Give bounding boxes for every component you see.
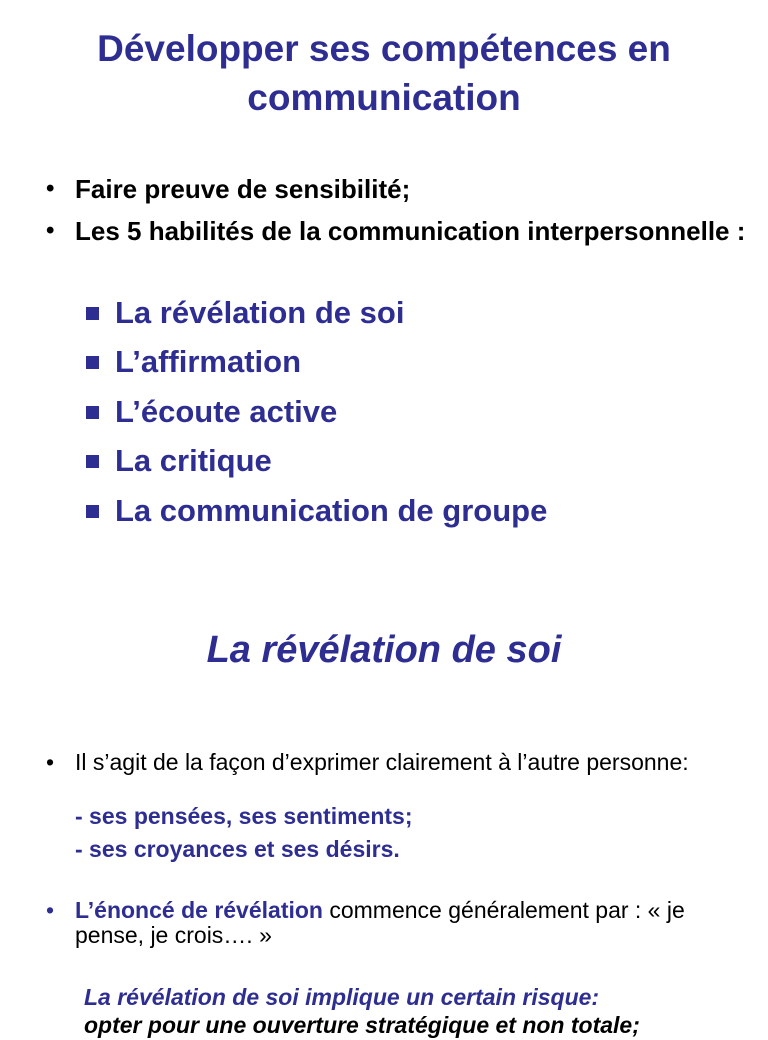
slide-title: Développer ses compétences en communication	[97, 28, 671, 118]
bullet-dot: •	[46, 175, 55, 202]
risk-note-continuation: opter pour une ouverture stratégique et non totale;	[84, 1012, 640, 1038]
bullet-text: Faire preuve de sensibilité;	[75, 174, 411, 204]
skill-item-revelation	[86, 294, 404, 332]
highlight-enonce: L’énoncé de révélation	[75, 897, 323, 923]
dash-item-pensees: - ses pensées, ses sentiments;	[75, 803, 413, 829]
square-bullet-icon	[86, 307, 99, 320]
bullet-text	[75, 898, 735, 948]
skill-item-affirmation	[86, 343, 301, 381]
skill-label: L’écoute active	[115, 394, 338, 429]
bullet-text: Il s’agit de la façon d’exprimer clairement à l’autre personne:	[75, 749, 689, 775]
skill-label: La révélation de soi	[115, 295, 405, 330]
section-title: La révélation de soi	[206, 629, 562, 671]
square-bullet-icon	[86, 505, 99, 518]
bullet-dot: •	[46, 897, 55, 923]
skill-item-ecoute	[86, 393, 337, 431]
skill-label: L’affirmation	[115, 344, 302, 379]
skill-item-critique	[86, 442, 272, 480]
square-bullet-icon	[86, 455, 99, 468]
bullet-dot: •	[46, 217, 55, 244]
risk-note: La révélation de soi implique un certain risque:	[84, 984, 600, 1010]
enonce-rest: commence généralement par : « je pense, je crois…. »	[75, 897, 685, 948]
bullet-dot: •	[46, 749, 55, 775]
dash-item-croyances: - ses croyances et ses désirs.	[75, 836, 400, 862]
square-bullet-icon	[86, 406, 99, 419]
skill-item-groupe	[86, 492, 547, 530]
skill-label: La communication de groupe	[115, 493, 548, 528]
square-bullet-icon	[86, 356, 99, 369]
skill-label: La critique	[115, 443, 272, 478]
bullet-text: Les 5 habilités de la communication interpersonnelle :	[75, 216, 746, 246]
